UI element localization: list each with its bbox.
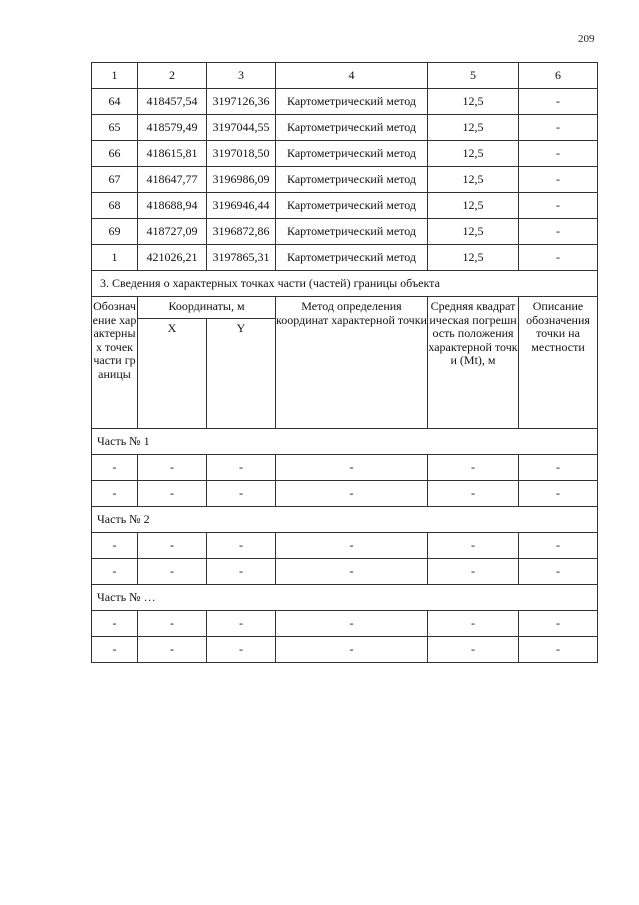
empty-cell: - [207,637,276,663]
column-number: 2 [138,63,207,89]
column-number: 3 [207,63,276,89]
empty-cell: - [92,533,138,559]
method: Картометрический метод [276,193,428,219]
empty-cell: - [92,481,138,507]
coord-y: 3196986,09 [207,167,276,193]
boundary-points-table [91,62,598,663]
point-number: 64 [92,89,138,115]
empty-cell: - [207,455,276,481]
empty-cell: - [207,559,276,585]
table-row [92,167,598,193]
accuracy: 12,5 [428,219,519,245]
description: - [519,89,598,115]
empty-cell: - [519,455,598,481]
empty-cell: - [276,611,428,637]
table-row [92,219,598,245]
empty-cell: - [519,637,598,663]
point-number: 67 [92,167,138,193]
table-row [92,115,598,141]
coord-y: 3196946,44 [207,193,276,219]
empty-cell: - [428,559,519,585]
empty-cell: - [138,455,207,481]
method: Картометрический метод [276,141,428,167]
empty-cell: - [207,533,276,559]
description: - [519,245,598,271]
table-row [92,533,598,559]
empty-cell: - [519,559,598,585]
accuracy: 12,5 [428,89,519,115]
point-number: 65 [92,115,138,141]
header-point-designation: Обозначение характерных точек части границы [92,297,138,429]
coord-y: 3196872,86 [207,219,276,245]
table-row [92,141,598,167]
header-y: Y [207,319,276,429]
empty-cell: - [276,533,428,559]
point-number: 66 [92,141,138,167]
column-number: 1 [92,63,138,89]
coord-x: 418579,49 [138,115,207,141]
section-3-title-row [92,271,598,297]
description: - [519,193,598,219]
point-number: 69 [92,219,138,245]
table-row [92,481,598,507]
coord-x: 421026,21 [138,245,207,271]
part-label: Часть № 2 [92,507,598,533]
method: Картометрический метод [276,167,428,193]
part-header-row [92,585,598,611]
accuracy: 12,5 [428,193,519,219]
coord-x: 418727,09 [138,219,207,245]
header-coordinates: Координаты, м [138,297,276,319]
accuracy: 12,5 [428,141,519,167]
table-row [92,637,598,663]
column-number-row [92,63,598,89]
header-x: X [138,319,207,429]
coord-y: 3197126,36 [207,89,276,115]
empty-cell: - [92,611,138,637]
empty-cell: - [519,481,598,507]
empty-cell: - [276,481,428,507]
empty-cell: - [138,611,207,637]
coord-y: 3197018,50 [207,141,276,167]
empty-cell: - [138,559,207,585]
part-header-row [92,507,598,533]
empty-cell: - [276,559,428,585]
coord-x: 418647,77 [138,167,207,193]
method: Картометрический метод [276,89,428,115]
section-3-title: 3. Сведения о характерных точках части (частей) границы объекта [92,271,598,297]
part-header-row [92,429,598,455]
empty-cell: - [428,611,519,637]
coord-y: 3197044,55 [207,115,276,141]
description: - [519,219,598,245]
description: - [519,167,598,193]
empty-cell: - [428,455,519,481]
accuracy: 12,5 [428,115,519,141]
table-row [92,89,598,115]
description: - [519,141,598,167]
coord-x: 418457,54 [138,89,207,115]
method: Картометрический метод [276,245,428,271]
description: - [519,115,598,141]
accuracy: 12,5 [428,245,519,271]
header-accuracy: Средняя квадратическая погрешность положения характерной точки (Mt), м [428,297,519,429]
method: Картометрический метод [276,115,428,141]
column-number: 6 [519,63,598,89]
header-method: Метод определения координат характерной точки [276,297,428,429]
column-number: 5 [428,63,519,89]
table-row [92,245,598,271]
empty-cell: - [138,481,207,507]
header-description: Описание обозначения точки на местности [519,297,598,429]
empty-cell: - [92,559,138,585]
empty-cell: - [138,637,207,663]
empty-cell: - [92,455,138,481]
table-row [92,611,598,637]
empty-cell: - [207,481,276,507]
method: Картометрический метод [276,219,428,245]
empty-cell: - [428,637,519,663]
table-row [92,193,598,219]
point-number: 1 [92,245,138,271]
empty-cell: - [207,611,276,637]
coord-x: 418615,81 [138,141,207,167]
empty-cell: - [519,533,598,559]
empty-cell: - [276,637,428,663]
empty-cell: - [138,533,207,559]
empty-cell: - [276,455,428,481]
coord-x: 418688,94 [138,193,207,219]
section-3-header-row [92,297,598,319]
empty-cell: - [428,481,519,507]
column-number: 4 [276,63,428,89]
point-number: 68 [92,193,138,219]
empty-cell: - [519,611,598,637]
empty-cell: - [92,637,138,663]
page-number: 209 [578,33,595,45]
coord-y: 3197865,31 [207,245,276,271]
table-row [92,455,598,481]
accuracy: 12,5 [428,167,519,193]
empty-cell: - [428,533,519,559]
part-label: Часть № … [92,585,598,611]
table-row [92,559,598,585]
part-label: Часть № 1 [92,429,598,455]
